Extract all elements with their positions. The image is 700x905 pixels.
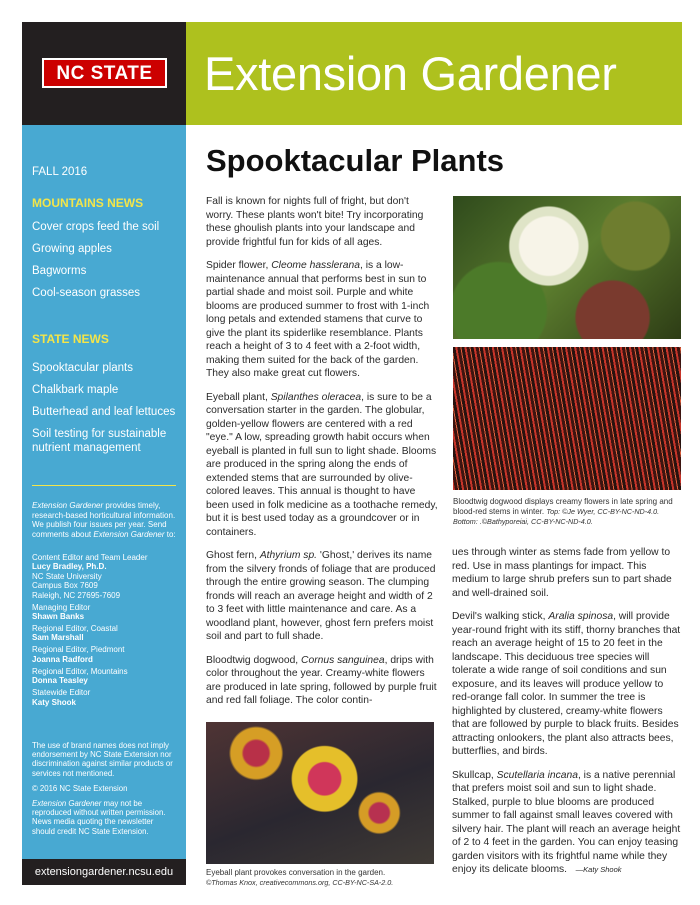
state-news-heading: STATE NEWS <box>32 332 109 346</box>
staff-entry: Statewide Editor Katy Shook <box>32 688 91 707</box>
mountains-news-list <box>32 220 182 308</box>
article-column-left <box>206 195 438 718</box>
staff-entry: Content Editor and Team Leader Lucy Bradley, Ph.D. NC State University Campus Box 7609 Raleigh, NC 27695-7609 <box>32 553 148 600</box>
dogwood-flowers-photo <box>453 196 681 339</box>
copyright: © 2016 NC State Extension <box>32 783 128 793</box>
newsletter-page <box>22 22 682 885</box>
ghost-fern-paragraph: Ghost fern, Athyrium sp. 'Ghost,' derives its name from the silvery fronds of foliage that are produced through the entire growing season. The clumping fronds will reach an average height and width of 2 to 3 feet with little maintenance and care. As a woodland plant, however, ghost fern prefers moist soil and part to full shade. <box>206 550 436 642</box>
staff-list <box>32 553 178 710</box>
issue-label: FALL 2016 <box>32 166 88 178</box>
eyeball-plant-paragraph: Eyeball plant, Spilanthes oleracea, is sure to be a conversation starter in the garden. The globular, golden-yellow flowers are centered with a red "eye." A low, spreading growth habit occurs when eyeball is planted in full sun to light shade. Blooms are produced in the spring along the ends of extended stems that are surrounded by olive-colored leaves. This annual is thought to have been used in folk medicine as a toothache remedy, but it is best used today as a groundcover or in containers. <box>206 391 438 538</box>
staff-entry: Regional Editor, Mountains Donna Teasley <box>32 666 128 686</box>
sidebar-item-soil-testing[interactable]: Soil testing for sustainable nutrient management <box>32 428 167 454</box>
dogwood-continued-paragraph: ues through winter as stems fade from yellow to red. Use in mass plantings for impact. This medium to large shrub prefers sun to part shade and well-drained soil. <box>452 547 672 599</box>
bloodtwig-dogwood-paragraph: Bloodtwig dogwood, Cornus sanguinea, drips with color throughout the year. Creamy-white flowers are produced in late spring, followed by purple fruit and red fall foliage. The color contin- <box>206 654 437 706</box>
state-news-list <box>32 361 182 463</box>
mountains-news-heading: MOUNTAINS NEWS <box>32 196 144 210</box>
website-link[interactable]: extensiongardener.ncsu.edu <box>22 859 186 885</box>
skullcap-paragraph: Skullcap, Scutellaria incana, is a native perennial that prefers moist soil and sun to light shade. Stalked, purple to blue blooms are produced summer to fall against small leaves covered with silvery hair. The plant will reach an average height of 2 to 4 feet in the garden. You can enjoy teasing garden visitors with its frightful name while they enjoy its delicate blooms. —Katy Shook <box>452 769 681 875</box>
about-text: Extension Gardener provides timely, research-based horticultural information. We publish four issues per year. Send comments about Extension Gardener to: <box>32 501 176 539</box>
devils-walking-stick-paragraph: Devil's walking stick, Aralia spinosa, will provide year-round fright with its stiff, thorny branches that reach an average height of 15 to 20 feet in the landscape. This deciduous tree species will tolerate a wide range of soil conditions and sun exposure, and its leaves will produce yellow to red-orange fall color. In summer the tree is highlighted by clustered, creamy-white flowers that are followed by purple to black fruits. Besides attracting onlookers, the plant also attracts bees, butterflies, and birds. <box>452 611 681 757</box>
sidebar-item-cover-crops[interactable]: Cover crops feed the soil <box>32 221 160 233</box>
eyeball-caption: Eyeball plant provokes conversation in the garden. ©Thomas Knox, creativecommons.org, CC-BY-NC-SA-2.0. <box>206 868 394 887</box>
sidebar-item-chalkbark-maple[interactable]: Chalkbark maple <box>32 384 119 396</box>
nc-state-logo[interactable]: NC STATE <box>42 58 167 88</box>
dogwood-stems-photo <box>453 347 681 490</box>
sidebar-item-growing-apples[interactable]: Growing apples <box>32 243 112 255</box>
spider-flower-paragraph: Spider flower, Cleome hasslerana, is a low-maintenance annual that performs best in sun to partial shade and moist soil. Purple and white blooms are produced summer to frost with 1-inch long petals and extended stamens that curve to give the plant its spiderlike resemblance. Plants reach a height of 3 to 4 feet with a 2-foot width, making them suited for the back of the garden. They also make great cut flowers. <box>206 260 430 379</box>
sidebar-item-bagworms[interactable]: Bagworms <box>32 265 87 277</box>
masthead-title: Extension Gardener <box>204 47 617 100</box>
reproduction-note: Extension Gardener may not be reproduced without written permission. News media quoting the newsletter should credit NC State Extension. <box>32 799 166 836</box>
sidebar <box>22 125 186 885</box>
eyeball-plant-photo <box>206 722 434 864</box>
legal-text <box>32 741 178 842</box>
logo-block <box>22 22 186 125</box>
staff-entry: Regional Editor, Piedmont Joanna Radford <box>32 645 125 664</box>
article-column-right <box>452 546 682 887</box>
intro-paragraph: Fall is known for nights full of fright, but don't worry. These plants won't bite! Try incorporating these ghoulish plants into your landscape and provide frightful fun for kids of all ages. <box>206 196 424 248</box>
sidebar-item-spooktacular-plants[interactable]: Spooktacular plants <box>32 362 134 374</box>
staff-entry: Regional Editor, Coastal Sam Marshall <box>32 624 118 643</box>
sidebar-divider <box>32 485 176 486</box>
masthead-bar <box>186 22 682 125</box>
staff-entry: Managing Editor Shawn Banks <box>32 602 91 622</box>
sidebar-item-cool-season-grasses[interactable]: Cool-season grasses <box>32 287 141 299</box>
sidebar-item-butterhead-lettuces[interactable]: Butterhead and leaf lettuces <box>32 406 176 418</box>
author-signature: —Katy Shook <box>575 865 622 874</box>
disclaimer: The use of brand names does not imply endorsement by NC State Extension nor discrimination against similar products or services not mentioned. <box>32 741 173 778</box>
dogwood-caption: Bloodtwig dogwood displays creamy flowers in late spring and blood-red stems in winter. Top: ©Je Wyer, CC-BY-NC-ND-4.0. Bottom: .©Bathyporeiai, CC-BY-NC-ND-4.0. <box>453 497 673 526</box>
article-headline: Spooktacular Plants <box>206 143 505 178</box>
